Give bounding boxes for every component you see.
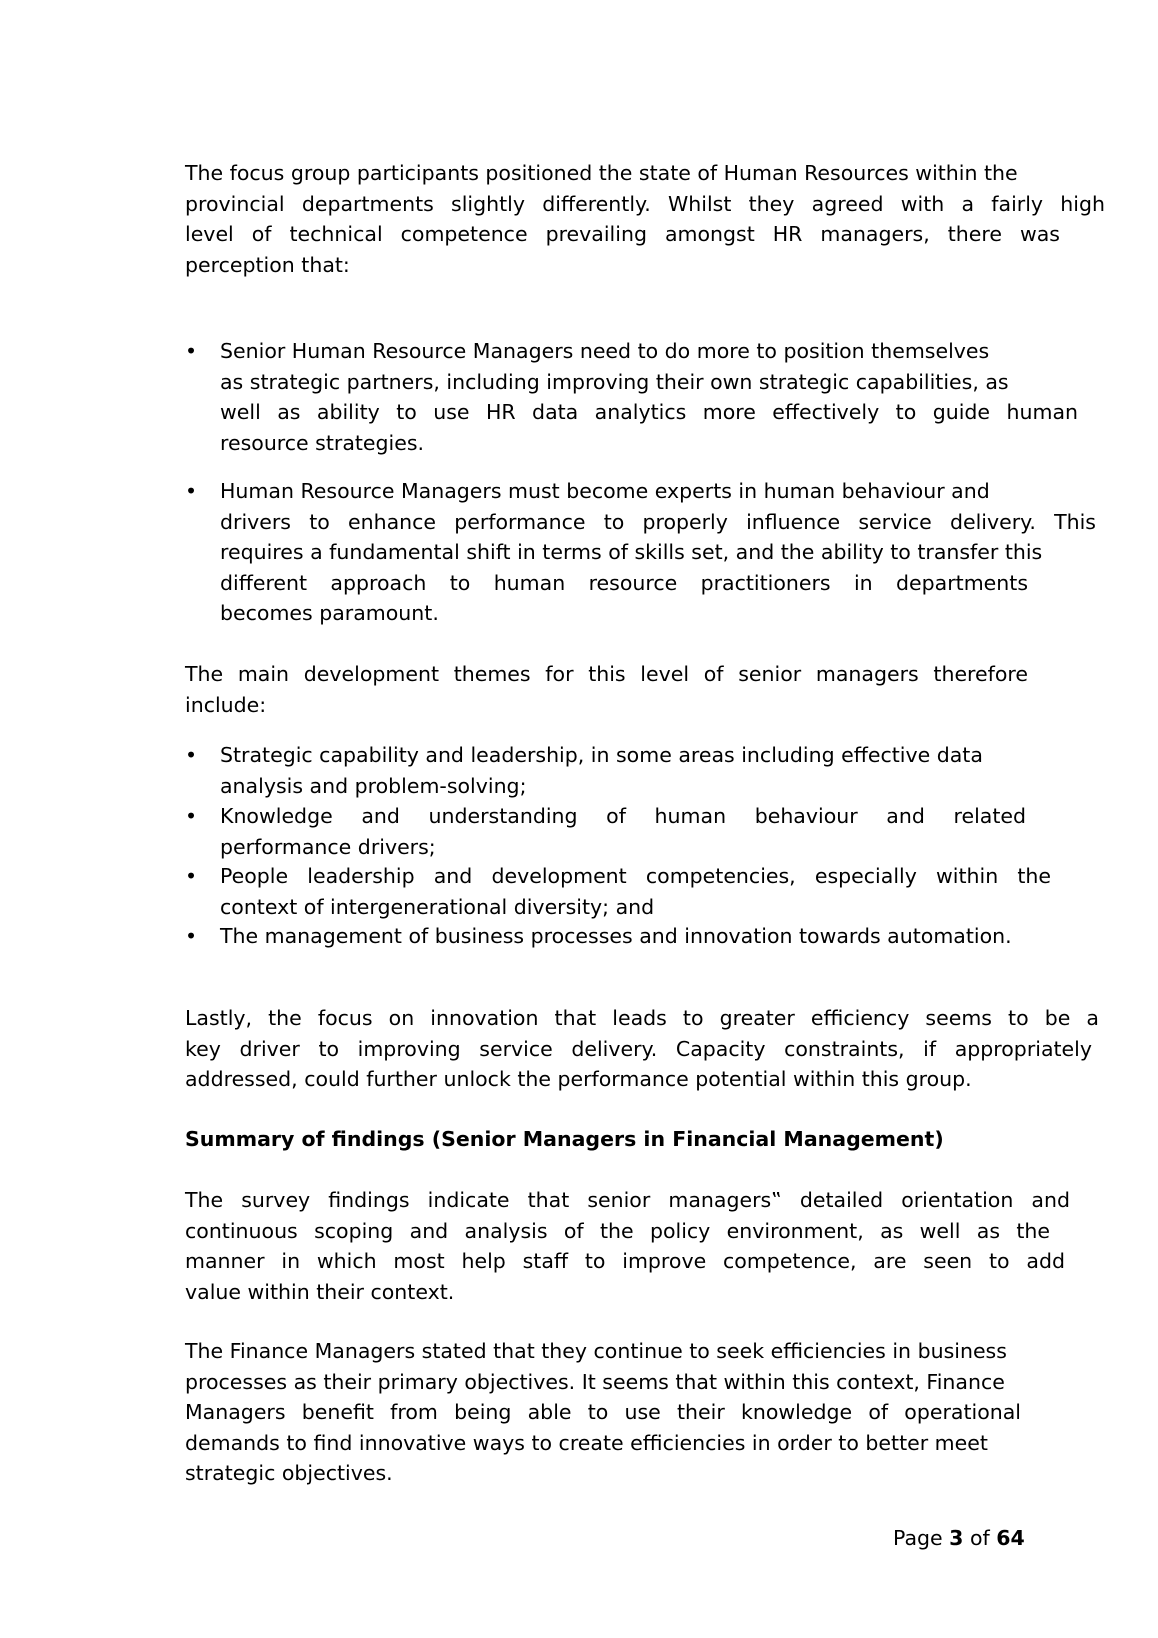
lastly-paragraph bbox=[185, 1003, 1105, 1095]
finance-line: The Finance Managers stated that they continue to seek efficiencies in business bbox=[185, 1339, 1007, 1363]
list-item-line: as strategic partners, including improving their own strategic capabilities, as bbox=[220, 369, 1009, 394]
list-item-line: People leadership and development competencies, especially within the bbox=[220, 864, 1051, 888]
finance-line: demands to find innovative ways to create efficiencies in order to better meet bbox=[185, 1430, 988, 1455]
list-item-line: becomes paramount. bbox=[220, 601, 439, 625]
list-item-line: well as ability to use HR data analytics more effectively to guide human bbox=[220, 400, 1078, 424]
survey-paragraph bbox=[185, 1185, 1105, 1307]
bullet-icon: • bbox=[185, 339, 198, 363]
list-item-line: analysis and problem-solving; bbox=[220, 773, 527, 798]
bullet-icon: • bbox=[185, 864, 198, 888]
intro-line: The focus group participants positioned the state of Human Resources within the bbox=[185, 161, 1018, 185]
intro-line: level of technical competence prevailing amongst HR managers, there was bbox=[185, 222, 1060, 246]
lastly-line: addressed, could further unlock the performance potential within this group. bbox=[185, 1067, 972, 1091]
list-item-text bbox=[220, 740, 1070, 801]
themes-intro-paragraph bbox=[185, 659, 1105, 720]
lastly-line: Lastly, the focus on innovation that leads to greater efficiency seems to be a bbox=[185, 1006, 1099, 1030]
list-item-line: Human Resource Managers must become experts in human behaviour and bbox=[220, 479, 990, 503]
list-item-text bbox=[220, 336, 1078, 458]
bullet-icon: • bbox=[185, 479, 198, 503]
list-item-line: performance drivers; bbox=[220, 834, 436, 859]
list-item-line: requires a fundamental shift in terms of skills set, and the ability to transfer this bbox=[220, 540, 1043, 564]
survey-line: manner in which most help staff to improve competence, are seen to add bbox=[185, 1249, 1065, 1273]
list-item-line: different approach to human resource practitioners in departments bbox=[220, 570, 1028, 595]
total-pages-number: 64 bbox=[996, 1526, 1025, 1550]
list-item-line: The management of business processes and innovation towards automation. bbox=[220, 924, 1012, 948]
intro-paragraph bbox=[185, 158, 1105, 280]
page-number-footer bbox=[893, 1523, 1025, 1553]
themes-intro-line: include: bbox=[185, 692, 267, 717]
list-item-line: drivers to enhance performance to properly influence service delivery. This bbox=[220, 509, 1096, 534]
lastly-line: key driver to improving service delivery. Capacity constraints, if appropriately bbox=[185, 1036, 1092, 1061]
survey-line: continuous scoping and analysis of the policy environment, as well as the bbox=[185, 1218, 1050, 1243]
list-item-text bbox=[220, 476, 1096, 629]
intro-line: provincial departments slightly differently. Whilst they agreed with a fairly high bbox=[185, 191, 1105, 216]
bullet-icon: • bbox=[185, 804, 198, 828]
current-page-number: 3 bbox=[949, 1526, 964, 1550]
list-item-line: context of intergenerational diversity; and bbox=[220, 894, 655, 919]
list-item-text bbox=[220, 861, 1070, 922]
page-label: Page bbox=[893, 1526, 943, 1550]
section-heading: Summary of findings (Senior Managers in Financial Management) bbox=[185, 1127, 944, 1151]
list-item-line: resource strategies. bbox=[220, 430, 425, 455]
bullet-icon: • bbox=[185, 924, 198, 948]
of-label: of bbox=[969, 1526, 990, 1550]
finance-line: processes as their primary objectives. It seems that within this context, Finance bbox=[185, 1369, 1005, 1394]
survey-line: The survey findings indicate that senior managers‟ detailed orientation and bbox=[185, 1188, 1070, 1212]
themes-intro-line: The main development themes for this level of senior managers therefore bbox=[185, 662, 1028, 686]
list-item-text bbox=[220, 801, 1070, 862]
list-item-line: Knowledge and understanding of human behaviour and related bbox=[220, 804, 1026, 828]
list-item-text bbox=[220, 921, 1070, 952]
intro-line: perception that: bbox=[185, 252, 350, 277]
survey-line: value within their context. bbox=[185, 1279, 455, 1304]
finance-paragraph bbox=[185, 1336, 1105, 1489]
bullet-icon: • bbox=[185, 743, 198, 767]
finance-line: strategic objectives. bbox=[185, 1461, 393, 1485]
list-item-line: Senior Human Resource Managers need to do more to position themselves bbox=[220, 339, 990, 363]
list-item-line: Strategic capability and leadership, in some areas including effective data bbox=[220, 743, 983, 767]
finance-line: Managers benefit from being able to use their knowledge of operational bbox=[185, 1400, 1021, 1424]
